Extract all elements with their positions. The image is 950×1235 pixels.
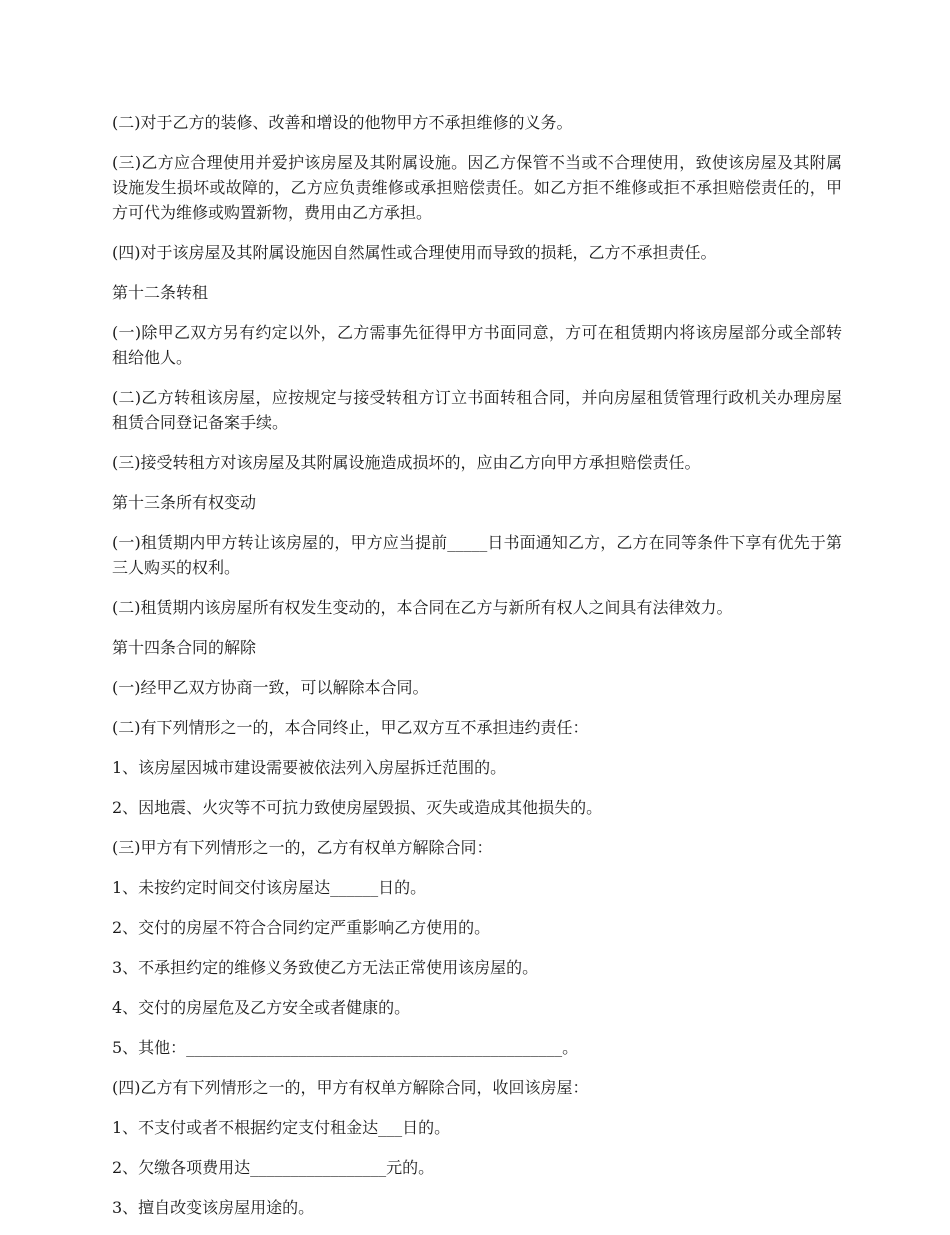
paragraph-3-proper-use: (三)乙方应合理使用并爱护该房屋及其附属设施。因乙方保管不当或不合理使用，致使该房屋及其附属设施发生损坏或故障的，乙方应负责维修或承担赔偿责任。如乙方拒不维修或拒不承担赔偿责任的，甲方可代为维修或购置新物，费用由乙方承担。: [112, 153, 842, 222]
article-14-clause-4-item-3: 3、擅自改变该房屋用途的。: [112, 1198, 315, 1217]
article-14-clause-3-item-4: 4、交付的房屋危及乙方安全或者健康的。: [112, 998, 411, 1017]
article-14-clause-2-item-1: 1、该房屋因城市建设需要被依法列入房屋拆迁范围的。: [112, 758, 507, 777]
article-14-heading: 第十四条合同的解除: [112, 638, 257, 657]
article-14-clause-4-item-1: 1、不支付或者不根据约定支付租金达___日的。: [112, 1118, 451, 1137]
article-14-clause-4: (四)乙方有下列情形之一的，甲方有权单方解除合同，收回该房屋：: [112, 1078, 589, 1097]
article-12-heading: 第十二条转租: [112, 283, 209, 302]
article-14-clause-1: (一)经甲乙双方协商一致，可以解除本合同。: [112, 678, 429, 697]
article-14-clause-3: (三)甲方有下列情形之一的，乙方有权单方解除合同：: [112, 838, 493, 857]
document-body: [112, 110, 842, 1235]
article-13-clause-2: (二)租赁期内该房屋所有权发生变动的，本合同在乙方与新所有权人之间具有法律效力。: [112, 598, 733, 617]
paragraph-2-repair-obligation: (二)对于乙方的装修、改善和增设的他物甲方不承担维修的义务。: [112, 113, 573, 132]
article-14-clause-2: (二)有下列情形之一的，本合同终止，甲乙双方互不承担违约责任：: [112, 718, 589, 737]
article-12-clause-1: (一)除甲乙双方另有约定以外，乙方需事先征得甲方书面同意，方可在租赁期内将该房屋部分或全部转租给他人。: [112, 323, 842, 367]
article-13-clause-1: (一)租赁期内甲方转让该房屋的，甲方应当提前_____日书面通知乙方，乙方在同等条件下享有优先于第三人购买的权利。: [112, 533, 842, 577]
article-14-clause-3-item-1: 1、未按约定时间交付该房屋达______日的。: [112, 878, 427, 897]
article-12-clause-2: (二)乙方转租该房屋，应按规定与接受转租方订立书面转租合同，并向房屋租赁管理行政机关办理房屋租赁合同登记备案手续。: [112, 388, 842, 432]
article-14-clause-3-item-3: 3、不承担约定的维修义务致使乙方无法正常使用该房屋的。: [112, 958, 539, 977]
article-14-clause-2-item-2: 2、因地震、火灾等不可抗力致使房屋毁损、灭失或造成其他损失的。: [112, 798, 603, 817]
article-14-clause-4-item-2: 2、欠缴各项费用达_________________元的。: [112, 1158, 435, 1177]
article-13-heading: 第十三条所有权变动: [112, 493, 257, 512]
article-14-clause-3-item-2: 2、交付的房屋不符合合同约定严重影响乙方使用的。: [112, 918, 491, 937]
article-12-clause-3: (三)接受转租方对该房屋及其附属设施造成损坏的，应由乙方向甲方承担赔偿责任。: [112, 453, 701, 472]
article-14-clause-3-item-5: 5、其他：_______________________________________________。: [112, 1038, 579, 1057]
paragraph-4-natural-wear: (四)对于该房屋及其附属设施因自然属性或合理使用而导致的损耗，乙方不承担责任。: [112, 243, 717, 262]
